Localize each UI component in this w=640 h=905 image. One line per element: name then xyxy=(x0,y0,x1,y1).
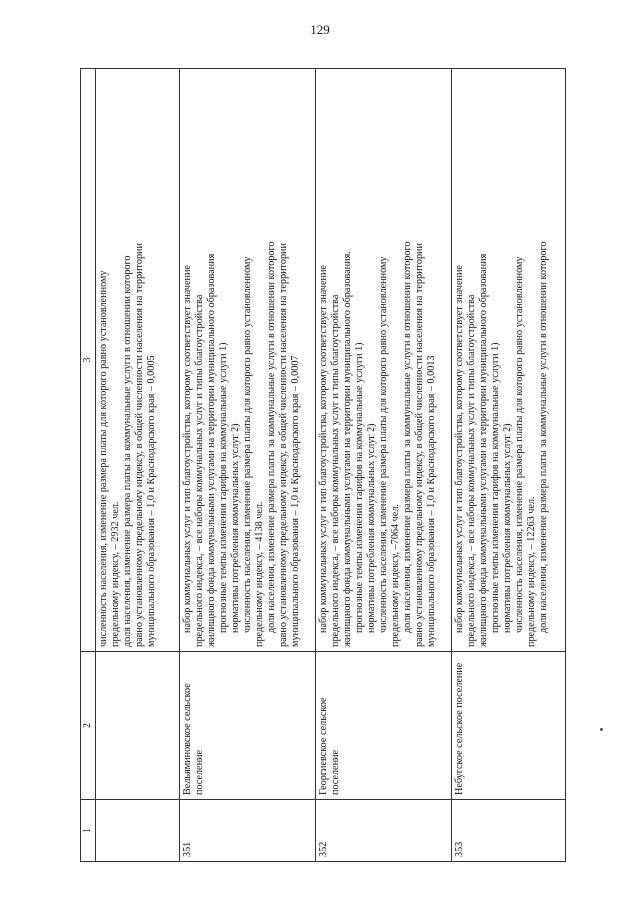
description-line: доля населения, изменение размера платы за коммунальные услуги в отношении которого xyxy=(122,255,133,647)
description-line: жилищного фонда коммунальными услугами на территории муниципального образования. xyxy=(342,251,353,647)
description-line: прогнозные темпы изменения тарифов на коммунальные услуги 1) xyxy=(354,342,365,633)
description-line: прогнозные темпы изменения тарифов на коммунальные услуги 1) xyxy=(490,342,501,633)
description-line: муниципального образования – 1,0 и Краснодарского края – 0,0005 xyxy=(146,355,157,647)
description-line: доля населения, изменение размера платы за коммунальные услуги в отношении которого xyxy=(402,241,413,633)
row-number: 351 xyxy=(180,800,316,862)
description-line: численность населения, изменение размера платы для которого равно установленному xyxy=(98,270,109,647)
description-line: предельного индекса, – все наборы коммунальных услуг и типы благоустройства xyxy=(194,294,205,647)
description-line: жилищного фонда коммунальными услугами на территории муниципального образования xyxy=(206,253,217,647)
description-line: набор коммунальных услуг и тип благоустройства, которому соответствует значение xyxy=(182,265,193,633)
description-line: численность населения, изменение размера платы для которого равно установленному xyxy=(378,256,389,633)
row-number xyxy=(96,800,180,862)
description-line: муниципального образования – 1,0 и Краснодарского края – 0,0013 xyxy=(426,355,437,647)
description-line: равно установленному предельному индексу, в общей численности населения на территории xyxy=(134,243,145,647)
settlement-name xyxy=(96,652,180,800)
description-line: муниципального образования – 1,0 и Краснодарского края – 0,0007 xyxy=(290,355,301,647)
description-line: набор коммунальных услуг и тип благоустройства, которому соответствует значение xyxy=(454,265,465,633)
description-line: нормативы потребления коммунальных услуг 2) xyxy=(230,423,241,633)
settlement-name: Георгиевское сельское поселение xyxy=(316,652,452,800)
scan-speck xyxy=(600,728,603,731)
settlement-name: Небугское сельское поселение xyxy=(452,652,566,800)
row-description xyxy=(180,69,316,652)
table-row xyxy=(316,69,452,862)
table-header-row xyxy=(81,69,96,862)
row-description xyxy=(96,69,180,652)
header-col-3: 3 xyxy=(81,69,96,652)
description-line: предельному индексу, – 12263 чел. xyxy=(526,496,537,647)
settlements-table xyxy=(80,68,566,862)
description-line: численность населения, изменение размера платы для которого равно установленному xyxy=(242,256,253,633)
header-col-2: 2 xyxy=(81,652,96,800)
row-description xyxy=(452,69,566,652)
description-line: равно установленному предельному индексу, в общей численности населения на территории xyxy=(414,243,425,647)
description-line: равно установленному предельному индексу, в общей численности населения на территории xyxy=(278,243,289,647)
page-number: 129 xyxy=(310,22,330,37)
description-line: нормативы потребления коммунальных услуг 2) xyxy=(502,423,513,633)
header-col-1: 1 xyxy=(81,800,96,862)
description-line: доля населения, изменение размера платы за коммунальные услуги в отношении которого xyxy=(538,241,549,633)
description-line: предельного индекса, – все наборы коммунальных услуг и типы благоустройства xyxy=(330,294,341,647)
table-row xyxy=(452,69,566,862)
description-line: предельного индекса, – все наборы коммунальных услуг и типы благоустройства xyxy=(466,294,477,647)
description-line: предельному индексу, – 4138 чел. xyxy=(254,501,265,647)
row-number: 353 xyxy=(452,800,566,862)
description-line: предельному индексу, – 2932 чел. xyxy=(110,501,121,647)
description-line: набор коммунальных услуг и тип благоустройства, которому соответствует значение xyxy=(318,265,329,633)
settlement-name: Вельяминовское сельское поселение xyxy=(180,652,316,800)
description-line: нормативы потребления коммунальных услуг 2) xyxy=(366,423,377,633)
description-line: численность населения, изменение размера платы для которого равно установленному xyxy=(514,256,525,633)
description-line: предельному индексу, –7064 чел. xyxy=(390,504,401,647)
description-line: прогнозные темпы изменения тарифов на коммунальные услуги 1) xyxy=(218,342,229,633)
row-number: 352 xyxy=(316,800,452,862)
table-row xyxy=(180,69,316,862)
description-line: жилищного фонда коммунальными услугами на территории муниципального образования xyxy=(478,253,489,647)
rotated-table-container xyxy=(80,68,566,862)
row-description xyxy=(316,69,452,652)
table-row xyxy=(96,69,180,862)
description-line: доля населения, изменение размера платы за коммунальные услуги в отношении которого xyxy=(266,241,277,633)
